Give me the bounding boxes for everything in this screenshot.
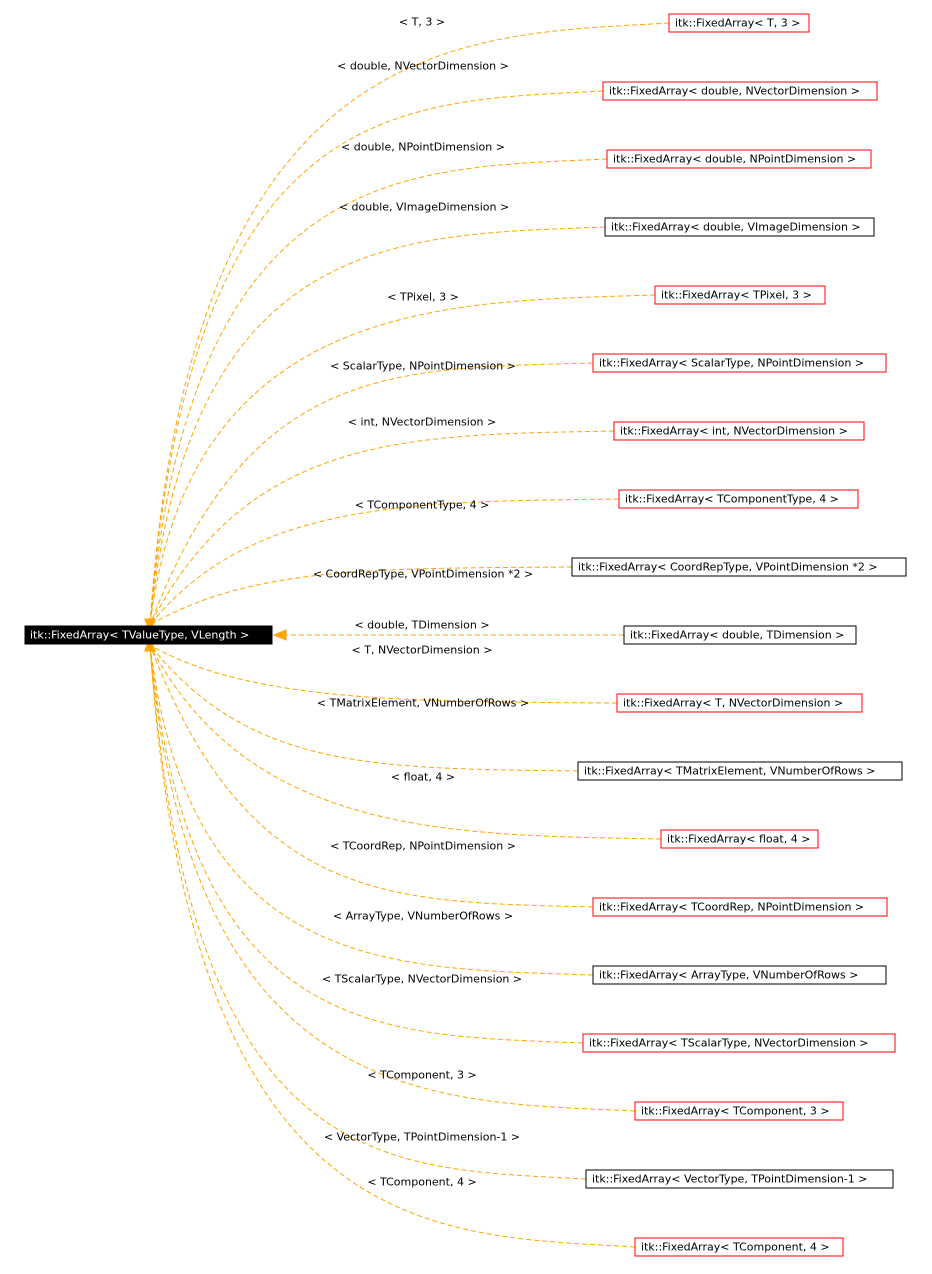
class-node-label: itk::FixedArray< int, NVectorDimension > xyxy=(620,424,848,438)
class-node-label: itk::FixedArray< double, NPointDimension > xyxy=(613,152,857,166)
edge-template-args-label: < double, TDimension > xyxy=(354,618,490,632)
edge-template-args-label: < double, NPointDimension > xyxy=(341,140,505,154)
class-node-label: itk::FixedArray< ScalarType, NPointDimension > xyxy=(599,356,865,370)
edge-template-args-label: < TMatrixElement, VNumberOfRows > xyxy=(316,696,530,710)
inheritance-edge xyxy=(150,23,669,625)
edge-template-args-label: < CoordRepType, VPointDimension *2 > xyxy=(312,567,534,581)
class-node-label: itk::FixedArray< TComponentType, 4 > xyxy=(625,492,839,506)
inheritance-edge xyxy=(150,645,635,1111)
class-node[interactable] xyxy=(619,490,858,508)
edge-template-args-label: < ArrayType, VNumberOfRows > xyxy=(332,909,514,923)
class-node-label: itk::FixedArray< TPixel, 3 > xyxy=(661,288,812,302)
edge-template-args-label: < TComponent, 3 > xyxy=(367,1068,477,1082)
inheritance-edge xyxy=(150,431,614,625)
class-node-label: itk::FixedArray< TComponent, 4 > xyxy=(641,1240,830,1254)
class-node[interactable] xyxy=(605,218,874,236)
inheritance-arrowhead xyxy=(274,630,286,640)
class-node[interactable] xyxy=(607,150,871,168)
class-node[interactable] xyxy=(593,354,886,372)
class-node[interactable] xyxy=(617,694,862,712)
edge-template-args-label: < float, 4 > xyxy=(390,770,456,784)
class-node[interactable] xyxy=(593,966,886,984)
class-node[interactable] xyxy=(655,286,825,304)
class-node-label: itk::FixedArray< double, NVectorDimension > xyxy=(609,84,860,98)
class-node[interactable] xyxy=(586,1170,893,1188)
edge-template-args-label: < double, VImageDimension > xyxy=(338,200,510,214)
class-node[interactable] xyxy=(572,558,906,576)
inheritance-edge xyxy=(150,645,635,1247)
class-node-label: itk::FixedArray< CoordRepType, VPointDimension *2 > xyxy=(578,560,878,574)
class-node-label: itk::FixedArray< VectorType, TPointDimension-1 > xyxy=(592,1172,868,1186)
class-node[interactable] xyxy=(624,626,856,644)
class-node-label: itk::FixedArray< ArrayType, VNumberOfRows > xyxy=(599,968,859,982)
class-node[interactable] xyxy=(593,898,887,916)
class-node-label: itk::FixedArray< double, VImageDimension > xyxy=(611,220,861,234)
class-node[interactable] xyxy=(669,14,809,32)
class-node[interactable] xyxy=(635,1102,843,1120)
inheritance-edge xyxy=(150,645,593,907)
class-node[interactable] xyxy=(614,422,864,440)
inheritance-edge xyxy=(150,645,593,975)
edge-template-args-label: < T, NVectorDimension > xyxy=(351,643,493,657)
class-node-label: itk::FixedArray< T, NVectorDimension > xyxy=(623,696,844,710)
inheritance-edge xyxy=(150,363,593,625)
inheritance-edge xyxy=(150,645,661,839)
edge-template-args-label: < TCoordRep, NPointDimension > xyxy=(330,839,516,853)
class-node[interactable] xyxy=(583,1034,895,1052)
edge-template-args-label: < T, 3 > xyxy=(398,15,446,29)
class-node-label: itk::FixedArray< double, TDimension > xyxy=(630,628,845,642)
class-node-label: itk::FixedArray< TMatrixElement, VNumberOfRows > xyxy=(584,764,876,778)
edge-template-args-label: < TScalarType, NVectorDimension > xyxy=(321,972,523,986)
class-node[interactable] xyxy=(578,762,902,780)
class-node-label: itk::FixedArray< T, 3 > xyxy=(675,16,801,30)
class-node-label: itk::FixedArray< TScalarType, NVectorDimension > xyxy=(589,1036,869,1050)
edge-template-args-label: < int, NVectorDimension > xyxy=(347,415,497,429)
edge-template-args-label: < TComponentType, 4 > xyxy=(354,498,490,512)
edge-labels-layer xyxy=(313,16,533,1189)
inheritance-edge xyxy=(150,159,607,625)
edge-template-args-label: < VectorType, TPointDimension-1 > xyxy=(323,1130,521,1144)
edge-template-args-label: < ScalarType, NPointDimension > xyxy=(330,359,516,373)
class-node[interactable] xyxy=(603,82,877,100)
root-node[interactable] xyxy=(25,626,272,644)
inheritance-edge xyxy=(150,91,603,625)
class-node[interactable] xyxy=(635,1238,843,1256)
edge-template-args-label: < TComponent, 4 > xyxy=(367,1175,477,1189)
edge-template-args-label: < TPixel, 3 > xyxy=(387,290,459,304)
class-node-label: itk::FixedArray< TCoordRep, NPointDimension > xyxy=(599,900,865,914)
inheritance-edge xyxy=(150,499,619,625)
class-node-label: itk::FixedArray< float, 4 > xyxy=(667,832,811,846)
class-node-label: itk::FixedArray< TComponent, 3 > xyxy=(641,1104,830,1118)
root-node-label: itk::FixedArray< TValueType, VLength > xyxy=(30,628,250,642)
class-node[interactable] xyxy=(661,830,818,848)
edge-template-args-label: < double, NVectorDimension > xyxy=(337,59,509,73)
